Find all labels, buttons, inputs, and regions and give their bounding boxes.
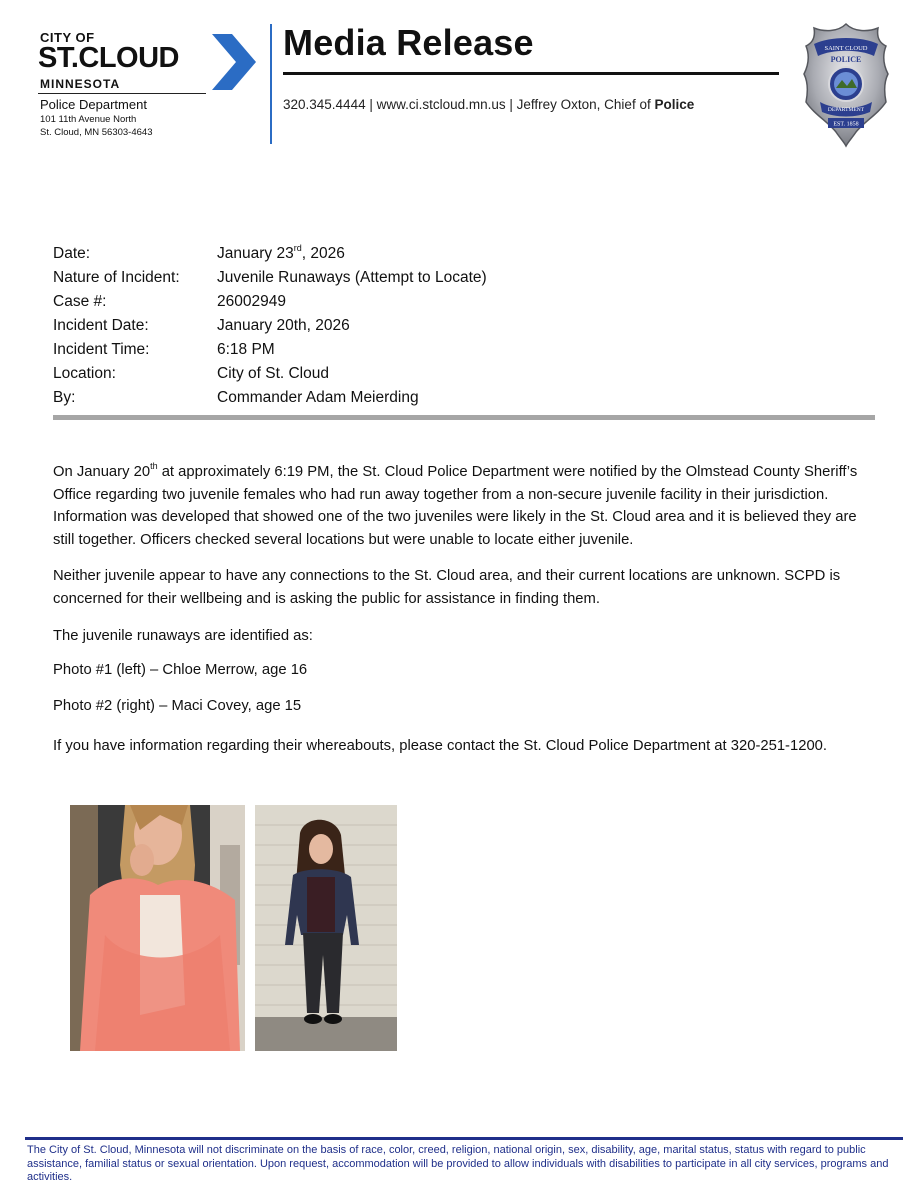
nature-label: Nature of Incident: <box>53 269 180 286</box>
by-label: By: <box>53 389 76 406</box>
department-name: Police Department <box>40 97 147 112</box>
logo-state: MINNESOTA <box>40 77 121 91</box>
case-label: Case #: <box>53 293 107 310</box>
info-row-case <box>53 290 487 314</box>
badge-middle-text: POLICE <box>830 55 862 64</box>
incident-time-value: 6:18 PM <box>217 341 275 358</box>
nature-value: Juvenile Runaways (Attempt to Locate) <box>217 269 487 286</box>
paragraph-1: On January 20th at approximately 6:19 PM, the St. Cloud Police Department were notified by the Olmstead County Sheriff’s Office regarding two juvenile females who had run away together from a non-secure juvenile facility in their jurisdiction. Information was developed that showed one of the two juveniles were likely in the St. Cloud area and it is believed they are still together. Officers checked several locations but were unable to locate either juvenile. <box>53 461 858 548</box>
photo-2-image <box>255 805 397 1051</box>
contact-paragraph: If you have information regarding their whereabouts, please contact the St. Cloud Police Department at 320-251-1200. <box>53 738 828 754</box>
photo-1-image <box>70 805 245 1051</box>
photo-2 <box>255 805 397 1051</box>
city-logo <box>38 30 268 150</box>
case-value: 26002949 <box>217 293 286 310</box>
photo-1 <box>70 805 245 1051</box>
photo-1-caption: Photo #1 (left) – Chloe Merrow, age 16 <box>53 662 308 678</box>
badge-est-text: EST. 1858 <box>833 121 859 128</box>
info-row-location <box>53 362 487 386</box>
contact-line <box>283 97 694 112</box>
footer-rule <box>25 1137 903 1140</box>
paragraph-3: The juvenile runaways are identified as: <box>53 628 313 644</box>
badge-ribbon-text: DEPARTMENT <box>827 107 865 113</box>
location-value: City of St. Cloud <box>217 365 329 382</box>
section-separator <box>53 415 875 420</box>
contact-bold: Police <box>654 97 695 112</box>
location-label: Location: <box>53 365 116 382</box>
footer-disclaimer: The City of St. Cloud, Minnesota will not discriminate on the basis of race, color, creed, religion, national origin, sex, disability, age, marital status, status with regard to public assistance, familial status or sexual orientation. Upon request, accommodation will be provided to allow individuals with disabilities to participate in all city services, programs and activities. <box>27 1144 889 1183</box>
info-row-date <box>53 242 487 266</box>
page-title: Media Release <box>283 22 534 63</box>
incident-info <box>53 242 487 410</box>
badge-top-text: SAINT CLOUD <box>824 45 868 52</box>
date-value: January 23rd, 2026 <box>217 243 345 262</box>
address-line-1: 101 11th Avenue North <box>40 114 137 125</box>
incident-date-label: Incident Date: <box>53 317 149 334</box>
info-row-incident-time <box>53 338 487 362</box>
by-value: Commander Adam Meierding <box>217 389 419 406</box>
incident-date-value: January 20th, 2026 <box>217 317 350 334</box>
date-label: Date: <box>53 245 91 262</box>
incident-time-label: Incident Time: <box>53 341 150 358</box>
address-line-2: St. Cloud, MN 56303-4643 <box>40 127 153 138</box>
logo-city-of: CITY OF <box>40 30 95 45</box>
logo-rule <box>38 93 206 94</box>
info-row-incident-date <box>53 314 487 338</box>
paragraph-2: Neither juvenile appear to have any connections to the St. Cloud area, and their current locations are unknown. SCPD is concerned for their wellbeing and is asking the public for assistance in finding them. <box>53 568 841 607</box>
photo-2-caption: Photo #2 (right) – Maci Covey, age 15 <box>53 698 302 714</box>
chevron-right-icon <box>210 34 258 90</box>
police-badge-icon <box>800 22 892 148</box>
title-rule <box>283 72 779 75</box>
info-row-by <box>53 386 487 410</box>
info-row-nature <box>53 266 487 290</box>
contact-info: 320.345.4444 | www.ci.stcloud.mn.us | Jeffrey Oxton, Chief of <box>283 97 655 112</box>
header-divider <box>270 24 272 144</box>
logo-city-name: ST.CLOUD <box>38 42 179 74</box>
